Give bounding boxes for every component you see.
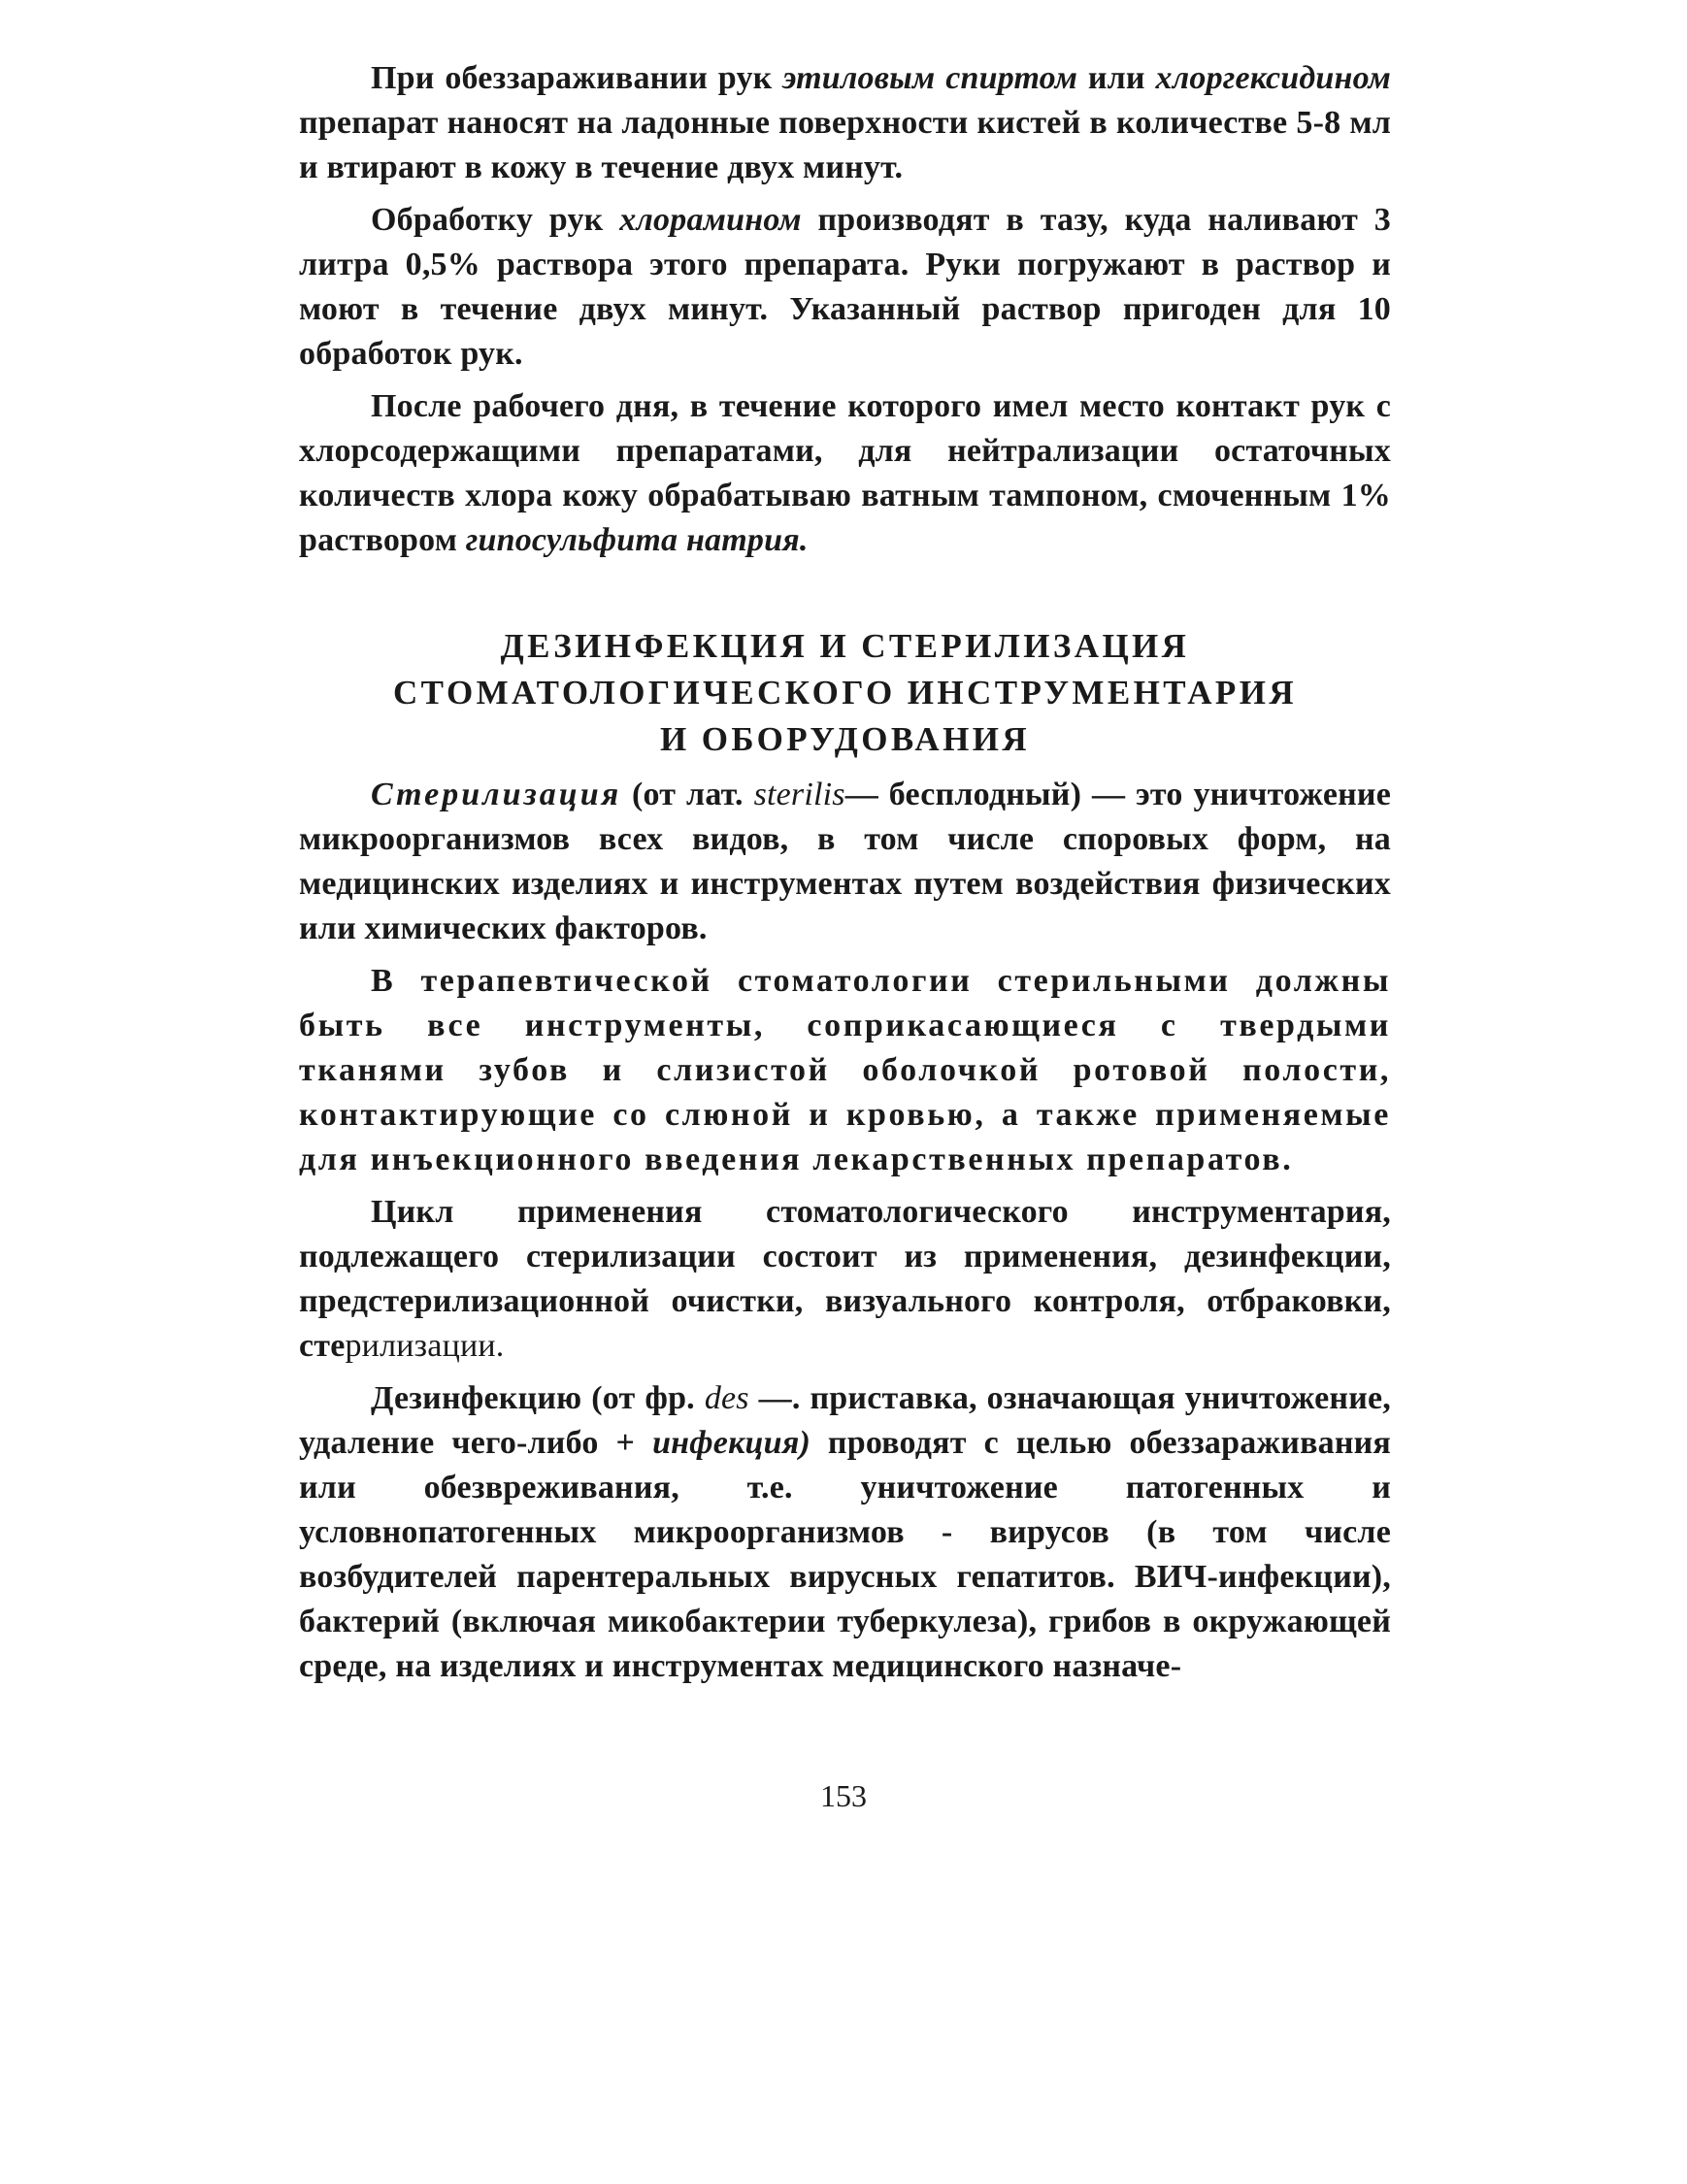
- latin-term: des: [704, 1380, 749, 1416]
- paragraph-hand-chloramine: [299, 198, 1391, 377]
- text-run: В терапевтической стоматологии стерильными должны быть все инструменты, соприкасающиеся с твердыми тканями зубов и слизистой оболочкой ротовой полости, контактирующие со слюной и кровью, а также применяемые для инъекционного введения лекарственных препаратов.: [299, 963, 1391, 1177]
- italic-term: этиловым спиртом: [782, 60, 1078, 96]
- text-run: Обработку рук: [371, 202, 620, 238]
- paragraph-sterile-instruments: [299, 959, 1391, 1182]
- text-run: (от лат.: [621, 777, 754, 812]
- paragraph-instrument-cycle: [299, 1190, 1391, 1369]
- text-run: проводят с целью обеззараживания или обезвреживания, т.е. уничтожение патогенных и условнопатогенных микроорганизмов - вирусов (в том числе возбудителей парентеральных вирусных гепатитов. ВИЧ-инфекции), бактерий (включая микобактерии туберкулеза), грибов в окружающей среде, на изделиях и инструментах медицинского назначе-: [299, 1425, 1391, 1684]
- text-run: —. приставка, означающая уничтожение, удаление чего-либо +: [299, 1380, 1391, 1461]
- italic-term: гипосульфита натрия.: [465, 522, 809, 558]
- heading-line-3: И ОБОРУДОВАНИЯ: [659, 720, 1031, 758]
- text-run: — бесплодный) — это уничтожение микроорганизмов всех видов, в том числе споровых форм, на медицинских изделиях и инструментах путем воздействия физических или химических факторов.: [299, 777, 1391, 946]
- text-run-light: рилизации.: [345, 1328, 505, 1364]
- text-run: производят в тазу, куда наливают 3 литра 0,5% раствора этого препарата. Руки погружают в раствор и моют в течение двух минут. Указанный раствор пригоден для 10 обработок рук.: [299, 202, 1391, 372]
- text-run: или: [1077, 60, 1156, 96]
- paragraph-sterilization-definition: [299, 773, 1391, 951]
- italic-term: инфекция): [652, 1425, 810, 1461]
- text-run: Дезинфекцию (от фр.: [371, 1380, 705, 1416]
- italic-term: хлоргексидином: [1155, 60, 1391, 96]
- paragraph-hand-alcohol: [299, 56, 1391, 190]
- text-run: После рабочего дня, в течение которого имел место контакт рук с хлорсодержащими препаратами, для нейтрализации остаточных количеств хлора кожу обрабатываю ватным тампоном, смоченным 1% раствором: [299, 388, 1391, 558]
- page-body: [299, 56, 1391, 1689]
- paragraph-chlorine-neutralization: [299, 384, 1391, 563]
- text-run: препарат наносят на ладонные поверхности кистей в количестве 5-8 мл и втирают в кожу в течение двух минут.: [299, 105, 1391, 185]
- page-number: 153: [820, 1778, 867, 1813]
- section-heading: [299, 623, 1391, 763]
- paragraph-disinfection-definition: [299, 1376, 1391, 1689]
- italic-term: хлорамином: [619, 202, 802, 238]
- text-run: При обеззараживании рук: [371, 60, 783, 96]
- text-run: Цикл применения стоматологического инструментария, подлежащего стерилизации состоит из применения, дезинфекции, предстерилизационной очистки, визуального контроля, отбраковки, сте: [299, 1194, 1391, 1364]
- italic-term: Стерилизация: [371, 777, 622, 812]
- latin-term: sterilis: [753, 777, 845, 812]
- heading-line-2: СТОМАТОЛОГИЧЕСКОГО ИНСТРУМЕНТАРИЯ: [392, 674, 1297, 711]
- heading-line-1: ДЕЗИНФЕКЦИЯ И СТЕРИЛИЗАЦИЯ: [500, 627, 1190, 665]
